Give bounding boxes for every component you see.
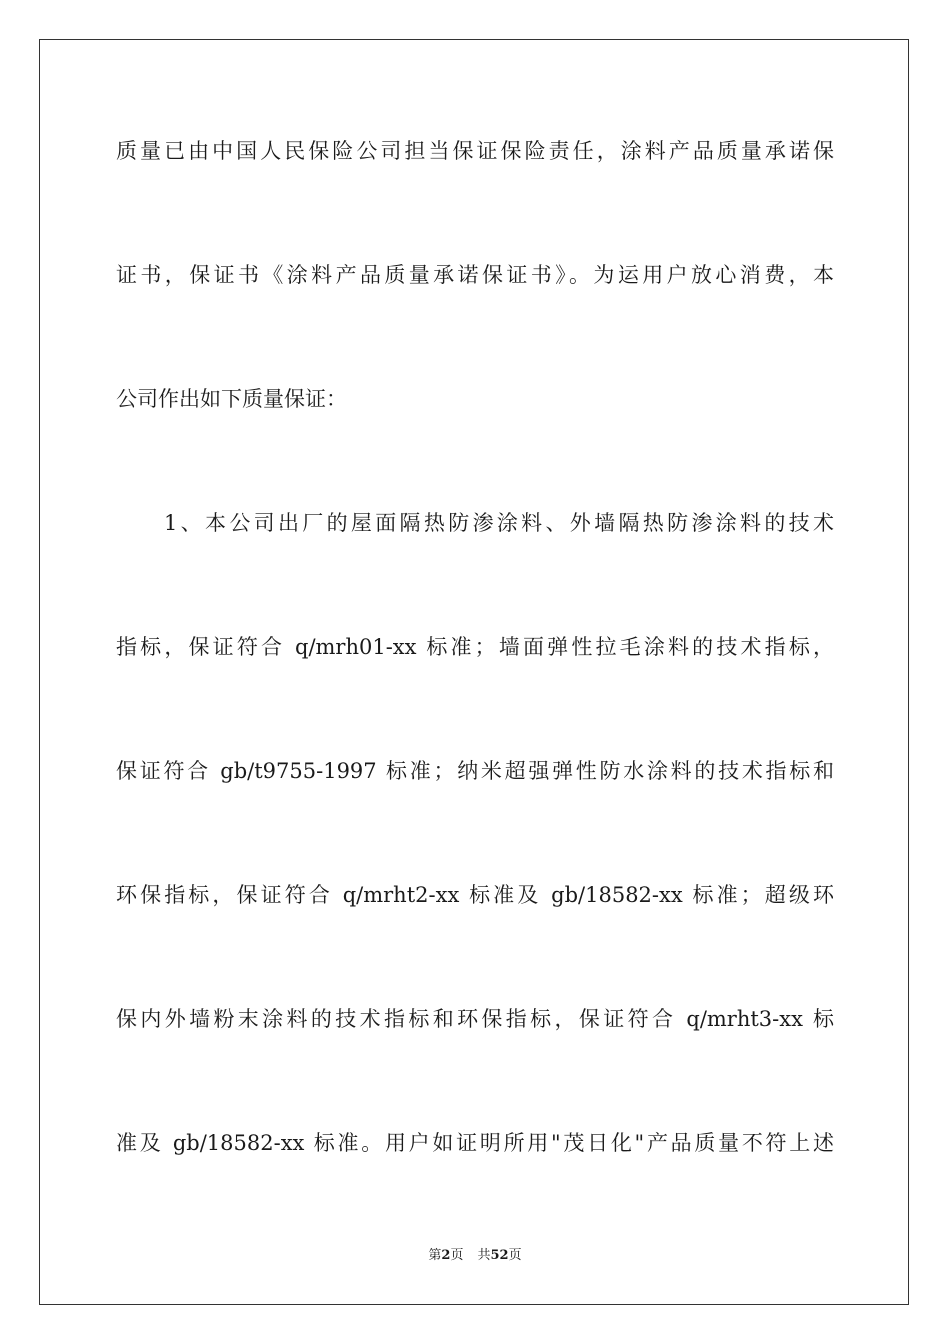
page-prefix: 第: [428, 1248, 442, 1263]
page-number: 2: [441, 1248, 451, 1263]
text-line: 准及 gb/18582-xx 标准。用户如证明所用"茂日化"产品质量不符上述: [116, 1131, 834, 1155]
total-pages: 52: [490, 1248, 509, 1263]
text-line: 公司作出如下质量保证：: [116, 387, 347, 411]
text-line: 证书，保证书《涂料产品质量承诺保证书》。为运用户放心消费，本: [116, 263, 834, 287]
total-prefix: 共: [477, 1248, 491, 1263]
page-footer: [0, 1244, 950, 1263]
text-line: 环保指标，保证符合 q/mrht2-xx 标准及 gb/18582-xx 标准；超级环: [116, 883, 834, 907]
text-line: 质量已由中国人民保险公司担当保证保险责任，涂料产品质量承诺保: [116, 139, 834, 163]
text-line: 保证符合 gb/t9755-1997 标准；纳米超强弹性防水涂料的技术指标和: [116, 759, 834, 783]
page-border: [39, 39, 909, 1305]
text-line: 保内外墙粉末涂料的技术指标和环保指标，保证符合 q/mrht3-xx 标: [116, 1007, 834, 1031]
page-suffix: 页: [450, 1248, 464, 1263]
total-suffix: 页: [508, 1248, 522, 1263]
text-line: 1、本公司出厂的屋面隔热防渗涂料、外墙隔热防渗涂料的技术: [164, 511, 834, 535]
text-line: 指标，保证符合 q/mrh01-xx 标准；墙面弹性拉毛涂料的技术指标，: [116, 635, 834, 659]
